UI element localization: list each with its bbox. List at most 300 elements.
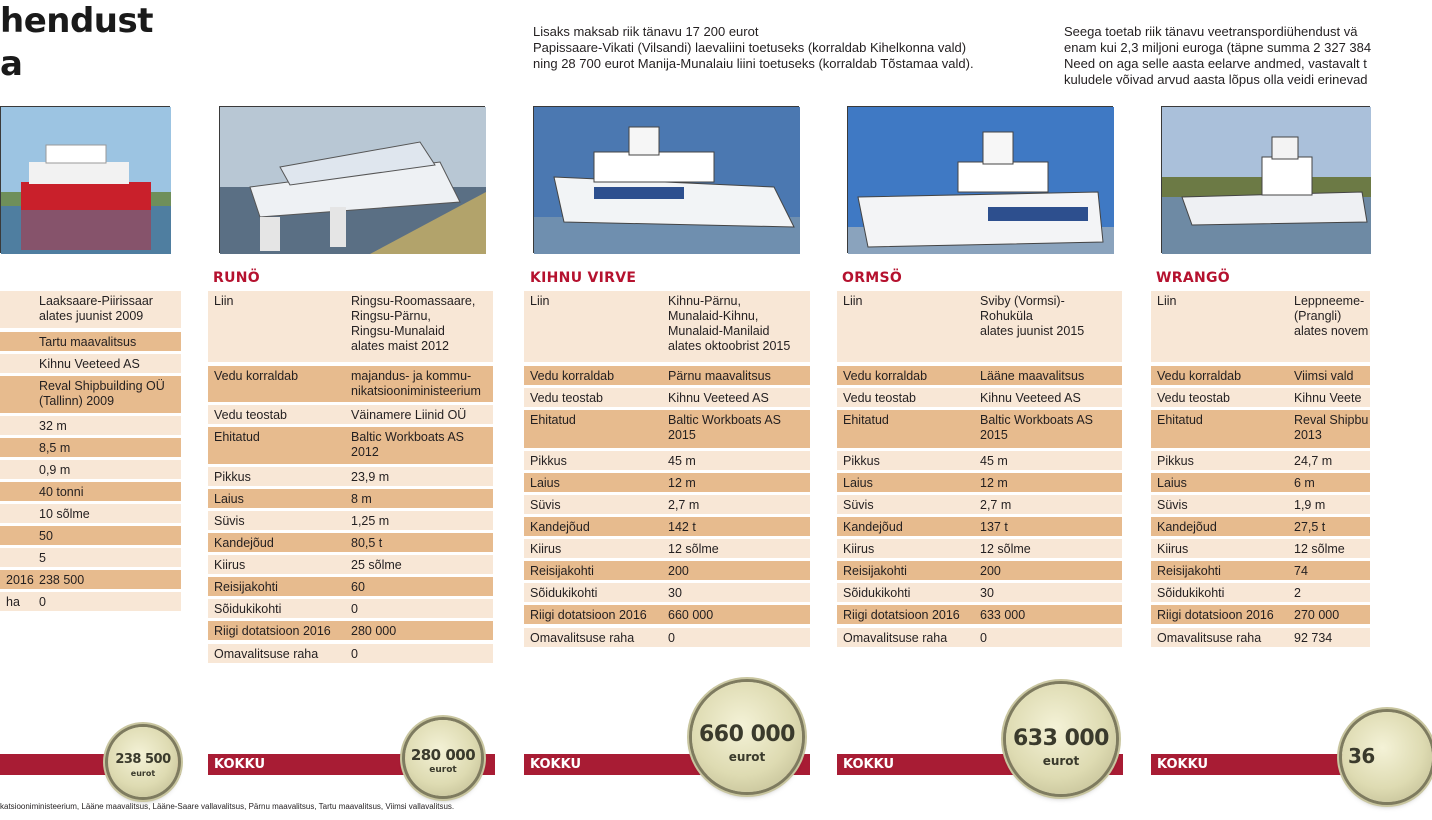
row-label: Vedu teostab [843, 391, 916, 405]
table-row [208, 555, 493, 574]
row-value-line: 50 [39, 529, 53, 543]
row-label: Riigi dotatsioon 2016 [1157, 608, 1274, 622]
row-value [39, 551, 46, 566]
row-value-line: Reval Shipbu [1294, 413, 1369, 427]
row-label: Laius [530, 476, 560, 490]
row-value [39, 441, 70, 456]
row-label: Sõidukikohti [1157, 586, 1225, 600]
row-value-line: 142 t [668, 520, 696, 534]
row-value [668, 520, 696, 535]
page-headline [0, 0, 153, 86]
row-value [668, 586, 682, 601]
row-value-line: alates novem [1294, 324, 1369, 338]
table-row [837, 605, 1122, 624]
table-row [524, 539, 810, 558]
row-value [351, 369, 481, 399]
table-row [524, 451, 810, 470]
table-row [208, 533, 493, 552]
total-coin [692, 682, 802, 792]
row-value [39, 595, 46, 610]
row-value [668, 476, 696, 491]
table-row [0, 354, 181, 373]
table-row [1151, 605, 1370, 624]
table-row [837, 561, 1122, 580]
row-value-line: majandus- ja kommu- [351, 369, 472, 383]
table-row [208, 644, 493, 663]
total-label: KOKKU [1157, 757, 1209, 772]
source-footnote: katsiooniministeerium, Lääne maavalitsus, Lääne-Saare vallavalitsus, Pärnu maavalitsus, Tartu maavalitsus, Viimsi vallavalitsus. [0, 802, 455, 811]
row-label: Süvis [1157, 498, 1188, 512]
row-label: Reisijakohti [843, 564, 907, 578]
row-label: Pikkus [843, 454, 880, 468]
row-value [1294, 564, 1308, 579]
row-value-line: 2015 [668, 428, 696, 442]
row-value-line: 0 [351, 602, 358, 616]
row-label: Vedu teostab [1157, 391, 1230, 405]
row-value-line: 92 734 [1294, 631, 1333, 645]
row-label: Laius [214, 492, 244, 506]
row-value [351, 580, 365, 595]
row-value-line: Väinamere Liinid OÜ [351, 408, 467, 422]
table-row [0, 460, 181, 479]
table-row [0, 570, 181, 589]
ship-photo-3 [847, 106, 1113, 253]
ship-name: WRANGÖ [1156, 270, 1230, 286]
row-value [39, 379, 165, 409]
row-value [1294, 542, 1345, 557]
row-value [1294, 476, 1315, 491]
row-label: Kandejõud [530, 520, 590, 534]
intro-line: enam kui 2,3 miljoni euroga (täpne summa 2 327 384 [1064, 40, 1372, 55]
row-label: Omavalitsuse raha [214, 647, 319, 661]
total-amount: 280 000 [410, 746, 476, 764]
row-value [39, 419, 67, 434]
row-label: Vedu korraldab [530, 369, 615, 383]
table-row [1151, 628, 1370, 647]
row-value [351, 602, 358, 617]
row-label: Omavalitsuse raha [1157, 631, 1262, 645]
headline-line: hendust [0, 1, 154, 41]
row-label: Riigi dotatsioon 2016 [843, 608, 960, 622]
row-value-line: 2015 [980, 428, 1008, 442]
row-label: Vedu korraldab [843, 369, 928, 383]
row-value-line: Laaksaare-Piirissaar [39, 294, 153, 308]
row-label: 2016 [6, 573, 34, 587]
table-row [0, 332, 181, 351]
ship-photo-2 [533, 106, 799, 253]
row-value-line: 0 [351, 647, 358, 661]
row-label: Pikkus [214, 470, 251, 484]
total-currency: eurot [429, 765, 457, 775]
total-amount: 660 000 [698, 722, 795, 747]
row-value [351, 408, 466, 423]
row-value [1294, 608, 1339, 623]
row-label: Laius [843, 476, 873, 490]
row-label: Reisijakohti [1157, 564, 1221, 578]
row-value-line: 45 m [668, 454, 696, 468]
ship-name: RUNÖ [213, 270, 260, 286]
row-value-line: Leppneeme- [1294, 294, 1365, 308]
row-value-line: 80,5 t [351, 536, 383, 550]
row-value-line: alates juunist 2009 [39, 309, 144, 323]
row-value-line: Baltic Workboats AS [980, 413, 1094, 427]
table-row [208, 291, 493, 362]
row-value-line: 30 [980, 586, 994, 600]
row-value [668, 498, 699, 513]
intro-line: kuludele võivad arvud aasta lõpus olla veidi erinevad [1064, 72, 1368, 87]
row-value [980, 413, 1093, 443]
row-value-line: 12 m [668, 476, 696, 490]
row-value [668, 294, 790, 354]
row-value-line: Ringsu-Roomassaare, [351, 294, 476, 308]
table-row [1151, 410, 1370, 448]
table-row [524, 366, 810, 385]
row-value-line: Kihnu-Pärnu, [668, 294, 741, 308]
table-row [208, 621, 493, 640]
table-row [1151, 583, 1370, 602]
row-value [39, 529, 53, 544]
row-value-line: 8 m [351, 492, 372, 506]
row-value [39, 463, 70, 478]
row-value [1294, 294, 1368, 339]
intro-line: Lisaks maksab riik tänavu 17 200 eurot [533, 24, 759, 39]
row-value-line: 40 tonni [39, 485, 84, 499]
row-value-line: 238 500 [39, 573, 85, 587]
row-value-line: 2,7 m [668, 498, 700, 512]
total-coin [108, 727, 178, 797]
row-label: Liin [530, 294, 550, 308]
row-label: Ehitatud [843, 413, 889, 427]
table-row [524, 291, 810, 362]
table-row [837, 366, 1122, 385]
row-value [980, 476, 1008, 491]
row-value [980, 586, 994, 601]
total-bar [1151, 754, 1370, 775]
row-label: Omavalitsuse raha [530, 631, 635, 645]
row-value [351, 514, 389, 529]
row-label: Kiirus [530, 542, 562, 556]
table-row [524, 388, 810, 407]
row-value-line: 2012 [351, 445, 379, 459]
table-row [208, 511, 493, 530]
total-currency: eurot [1042, 754, 1080, 768]
row-label: Vedu teostab [214, 408, 287, 422]
row-value [980, 520, 1008, 535]
table-row [1151, 539, 1370, 558]
row-value-line: Kihnu Veeteed AS [668, 391, 769, 405]
row-label: Sõidukikohti [530, 586, 598, 600]
row-value-line: 8,5 m [39, 441, 71, 455]
row-label: Liin [214, 294, 234, 308]
table-row [208, 405, 493, 424]
row-value [1294, 520, 1325, 535]
row-value-line: alates oktoobrist 2015 [668, 339, 791, 353]
total-coin [405, 720, 481, 796]
intro-line: Need on aga selle aasta eelarve andmed, vastavalt t [1064, 56, 1367, 71]
row-value [980, 608, 1025, 623]
total-amount: 633 000 [1012, 726, 1109, 751]
row-label: Kiirus [214, 558, 246, 572]
row-label: Sõidukikohti [214, 602, 282, 616]
row-value-line: Kihnu Veeteed AS [980, 391, 1081, 405]
ship-name: KIHNU VIRVE [530, 270, 637, 286]
row-value [1294, 391, 1361, 406]
row-value-line: 10 sõlme [39, 507, 90, 521]
row-value [980, 631, 987, 646]
row-value [668, 369, 771, 384]
row-value [351, 647, 358, 662]
row-value-line: alates maist 2012 [351, 339, 449, 353]
table-row [837, 539, 1122, 558]
row-value [39, 357, 140, 372]
row-value-line: 12 sõlme [1294, 542, 1345, 556]
table-row [837, 495, 1122, 514]
row-value-line: 0,9 m [39, 463, 71, 477]
row-value [351, 294, 475, 354]
row-value-line: 32 m [39, 419, 67, 433]
total-coin [1342, 712, 1432, 802]
row-label: Vedu teostab [530, 391, 603, 405]
row-value-line: 23,9 m [351, 470, 390, 484]
row-label: Liin [1157, 294, 1177, 308]
table-row [0, 526, 181, 545]
row-value [39, 573, 84, 588]
table-row [524, 628, 810, 647]
row-value-line: Viimsi vald [1294, 369, 1354, 383]
table-row [1151, 451, 1370, 470]
row-value-line: 270 000 [1294, 608, 1340, 622]
table-row [208, 599, 493, 618]
row-value [351, 492, 372, 507]
ship-name: ORMSÖ [842, 270, 903, 286]
row-value-line: (Tallinn) 2009 [39, 394, 115, 408]
row-value-line: 27,5 t [1294, 520, 1326, 534]
row-value [1294, 631, 1332, 646]
total-label: KOKKU [214, 757, 266, 772]
row-value [39, 335, 136, 350]
row-value-line: Lääne maavalitsus [980, 369, 1085, 383]
row-label: Reisijakohti [214, 580, 278, 594]
row-value [1294, 413, 1368, 443]
row-label: Sõidukikohti [843, 586, 911, 600]
row-value-line: 2 [1294, 586, 1301, 600]
row-value-line: Pärnu maavalitsus [668, 369, 771, 383]
row-value [980, 294, 1084, 339]
row-value-line: Ringsu-Munalaid [351, 324, 445, 338]
total-currency: eurot [728, 750, 766, 764]
row-label: Vedu korraldab [214, 369, 299, 383]
row-label: Riigi dotatsioon 2016 [530, 608, 647, 622]
row-label: Ehitatud [530, 413, 576, 427]
table-row [0, 291, 181, 328]
row-value [1294, 369, 1354, 384]
row-value [980, 564, 1001, 579]
row-value-line: 24,7 m [1294, 454, 1333, 468]
row-value [668, 413, 781, 443]
row-value-line: 1,9 m [1294, 498, 1326, 512]
row-label: Süvis [530, 498, 561, 512]
row-value-line: Munalaid-Manilaid [668, 324, 770, 338]
ship-photo-0 [0, 106, 170, 253]
row-label: Kandejõud [214, 536, 274, 550]
table-row [524, 495, 810, 514]
table-row [208, 366, 493, 402]
row-value [668, 631, 675, 646]
row-value-line: Baltic Workboats AS [668, 413, 782, 427]
ship-photo-4 [1161, 106, 1370, 253]
table-row [1151, 517, 1370, 536]
row-value [1294, 586, 1301, 601]
row-value [668, 564, 689, 579]
row-value [351, 470, 389, 485]
row-value-line: 0 [668, 631, 675, 645]
table-row [0, 548, 181, 567]
row-value-line: 2013 [1294, 428, 1322, 442]
row-value-line: Kihnu Veeteed AS [39, 357, 140, 371]
row-label: Kandejõud [1157, 520, 1217, 534]
table-row [1151, 388, 1370, 407]
total-label: KOKKU [530, 757, 582, 772]
table-row [1151, 366, 1370, 385]
total-currency: eurot [130, 769, 156, 778]
row-value-line: 0 [39, 595, 46, 609]
row-label: Süvis [214, 514, 245, 528]
row-label: Ehitatud [214, 430, 260, 444]
table-row [0, 376, 181, 413]
table-row [524, 517, 810, 536]
row-value-line: Munalaid-Kihnu, [668, 309, 759, 323]
table-row [0, 438, 181, 457]
total-label: KOKKU [843, 757, 895, 772]
table-row [837, 291, 1122, 362]
row-label: Liin [843, 294, 863, 308]
row-value-line: Rohuküla [980, 309, 1033, 323]
row-value-line: Tartu maavalitsus [39, 335, 137, 349]
row-value [980, 542, 1031, 557]
table-row [1151, 291, 1370, 362]
total-coin [1006, 684, 1116, 794]
row-value-line: 200 [980, 564, 1001, 578]
table-row [208, 489, 493, 508]
row-value-line: 6 m [1294, 476, 1315, 490]
row-value [668, 608, 713, 623]
row-value-line: 633 000 [980, 608, 1026, 622]
row-value [668, 454, 696, 469]
row-label: Laius [1157, 476, 1187, 490]
row-value-line: 1,25 m [351, 514, 390, 528]
row-label: Süvis [843, 498, 874, 512]
row-value [980, 391, 1081, 406]
row-value-line: 25 sõlme [351, 558, 402, 572]
table-row [524, 583, 810, 602]
row-value [39, 485, 83, 500]
row-label: Pikkus [1157, 454, 1194, 468]
table-row [208, 427, 493, 464]
row-value [351, 558, 402, 573]
row-label: Riigi dotatsioon 2016 [214, 624, 331, 638]
row-value [980, 454, 1008, 469]
row-value-line: 280 000 [351, 624, 397, 638]
row-value [351, 536, 382, 551]
table-row [524, 473, 810, 492]
intro-line: Seega toetab riik tänavu veetranspordiühendust vä [1064, 24, 1358, 39]
table-row [1151, 473, 1370, 492]
row-value-line: 12 sõlme [668, 542, 719, 556]
table-row [524, 605, 810, 624]
table-row [0, 504, 181, 523]
total-amount: 238 500 [115, 752, 171, 767]
row-value-line: 12 sõlme [980, 542, 1031, 556]
row-value-line: Baltic Workboats AS [351, 430, 465, 444]
row-value-line: 60 [351, 580, 365, 594]
intro-line: ning 28 700 eurot Manija-Munalaiu liini toetuseks (korraldab Tõstamaa vald). [533, 56, 974, 71]
row-value-line: 200 [668, 564, 689, 578]
row-value-line: 45 m [980, 454, 1008, 468]
table-row [1151, 495, 1370, 514]
table-row [208, 577, 493, 596]
row-value-line: Reval Shipbuilding OÜ [39, 379, 165, 393]
row-value [668, 542, 719, 557]
row-value [39, 294, 153, 324]
table-row [837, 451, 1122, 470]
row-label: Reisijakohti [530, 564, 594, 578]
table-row [524, 410, 810, 448]
row-label: Vedu korraldab [1157, 369, 1242, 383]
row-value-line: 660 000 [668, 608, 714, 622]
row-value-line: 2,7 m [980, 498, 1012, 512]
table-row [524, 561, 810, 580]
row-value [1294, 454, 1332, 469]
row-value-line: (Prangli) [1294, 309, 1342, 323]
row-value [351, 430, 464, 460]
row-label: Kandejõud [843, 520, 903, 534]
intro-text-left [533, 24, 974, 72]
row-label: Kiirus [843, 542, 875, 556]
row-value [980, 498, 1011, 513]
intro-line: Papissaare-Vikati (Vilsandi) laevaliini toetuseks (korraldab Kihelkonna vald) [533, 40, 967, 55]
table-row [1151, 561, 1370, 580]
row-value-line: Kihnu Veete [1294, 391, 1362, 405]
row-value [351, 624, 396, 639]
headline-line: a [0, 44, 23, 84]
row-value-line: Sviby (Vormsi)- [980, 294, 1065, 308]
table-row [0, 592, 181, 611]
row-value-line: 74 [1294, 564, 1308, 578]
row-label: Ehitatud [1157, 413, 1203, 427]
table-row [0, 482, 181, 501]
table-row [837, 583, 1122, 602]
row-value-line: nikatsiooniministeerium [351, 384, 481, 398]
row-label: Pikkus [530, 454, 567, 468]
table-row [837, 473, 1122, 492]
intro-text-right [1064, 24, 1371, 88]
row-value-line: 30 [668, 586, 682, 600]
total-amount: 36 [1348, 744, 1375, 768]
table-row [837, 517, 1122, 536]
row-value-line: alates juunist 2015 [980, 324, 1085, 338]
table-row [837, 410, 1122, 448]
row-value [1294, 498, 1325, 513]
table-row [837, 388, 1122, 407]
row-label: Omavalitsuse raha [843, 631, 948, 645]
row-value [980, 369, 1084, 384]
row-value [668, 391, 769, 406]
table-row [0, 416, 181, 435]
ship-photo-1 [219, 106, 485, 253]
row-value-line: 12 m [980, 476, 1008, 490]
table-row [208, 467, 493, 486]
row-value-line: 137 t [980, 520, 1008, 534]
